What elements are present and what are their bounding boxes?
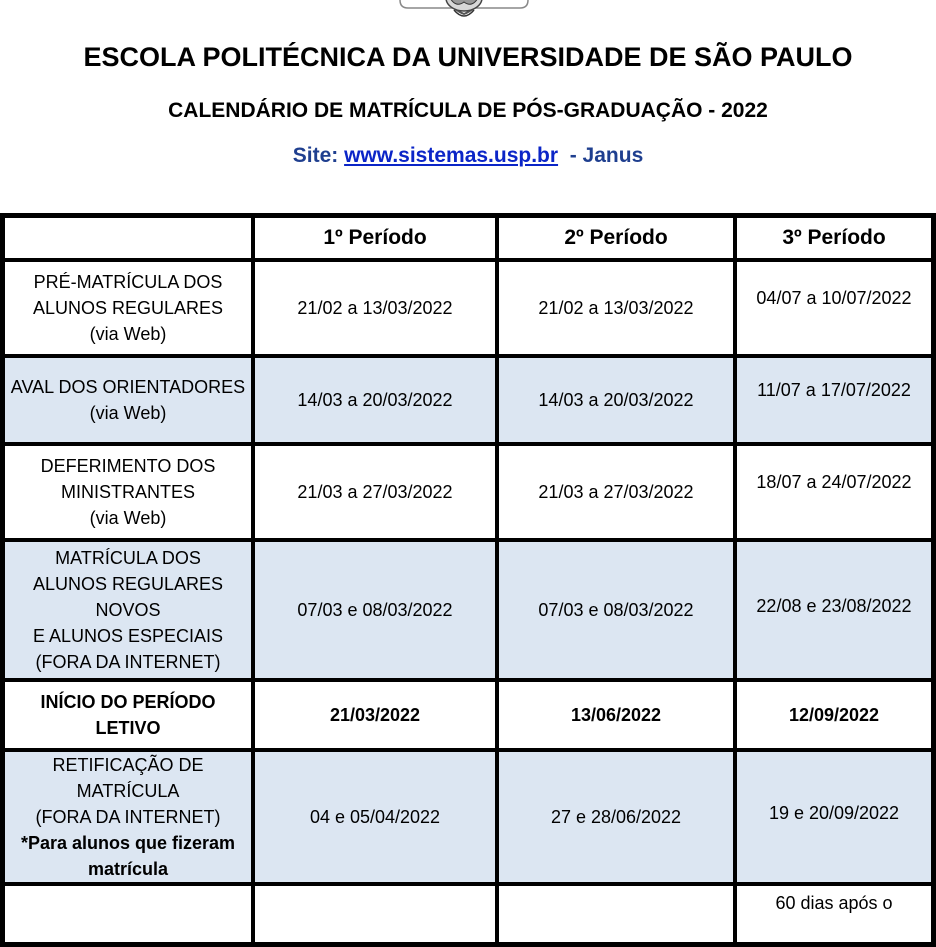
period-3-cell: 18/07 a 24/07/2022 xyxy=(735,444,933,540)
page-title: ESCOLA POLITÉCNICA DA UNIVERSIDADE DE SÃO PAULO xyxy=(83,42,853,72)
row-label: INÍCIO DO PERÍODO LETIVO xyxy=(3,680,253,750)
period-2-cell: 21/03 a 27/03/2022 xyxy=(497,444,735,540)
column-header-period-2: 2º Período xyxy=(497,216,735,260)
period-2-cell: 14/03 a 20/03/2022 xyxy=(497,356,735,444)
period-2-cell: 07/03 e 08/03/2022 xyxy=(497,540,735,680)
period-3-cell: 22/08 e 23/08/2022 xyxy=(735,540,933,680)
university-crest-icon xyxy=(398,0,530,28)
period-2-cell: 21/02 a 13/03/2022 xyxy=(497,260,735,356)
row-label xyxy=(3,884,253,944)
table-row xyxy=(3,884,933,944)
row-label: AVAL DOS ORIENTADORES (via Web) xyxy=(3,356,253,444)
table-row xyxy=(3,444,933,540)
table-row xyxy=(3,260,933,356)
site-link[interactable]: www.sistemas.usp.br xyxy=(344,144,559,167)
period-1-cell: 07/03 e 08/03/2022 xyxy=(253,540,497,680)
period-1-cell: 21/02 a 13/03/2022 xyxy=(253,260,497,356)
period-2-cell: 27 e 28/06/2022 xyxy=(497,750,735,884)
table-row xyxy=(3,540,933,680)
calendar-table xyxy=(0,213,936,947)
period-1-cell: 14/03 a 20/03/2022 xyxy=(253,356,497,444)
column-header-period-1: 1º Período xyxy=(253,216,497,260)
row-label: RETIFICAÇÃO DE MATRÍCULA (FORA DA INTERNET) *Para alunos que fizeram matrícula xyxy=(3,750,253,884)
row-label: MATRÍCULA DOS ALUNOS REGULARES NOVOS E ALUNOS ESPECIAIS (FORA DA INTERNET) xyxy=(3,540,253,680)
period-1-cell: 21/03/2022 xyxy=(253,680,497,750)
table-row xyxy=(3,750,933,884)
table-row xyxy=(3,680,933,750)
column-header-blank xyxy=(3,216,253,260)
period-2-cell xyxy=(497,884,735,944)
site-suffix: - Janus xyxy=(569,144,644,167)
table-header-row xyxy=(3,216,933,260)
period-3-cell: 19 e 20/09/2022 xyxy=(735,750,933,884)
period-2-cell: 13/06/2022 xyxy=(497,680,735,750)
period-1-cell xyxy=(253,884,497,944)
period-3-cell: 11/07 a 17/07/2022 xyxy=(735,356,933,444)
period-1-cell: 04 e 05/04/2022 xyxy=(253,750,497,884)
site-line xyxy=(0,141,936,171)
page-subtitle: CALENDÁRIO DE MATRÍCULA DE PÓS-GRADUAÇÃO - 2022 xyxy=(168,99,768,122)
row-label: DEFERIMENTO DOS MINISTRANTES (via Web) xyxy=(3,444,253,540)
period-3-cell: 04/07 a 10/07/2022 xyxy=(735,260,933,356)
period-1-cell: 21/03 a 27/03/2022 xyxy=(253,444,497,540)
column-header-period-3: 3º Período xyxy=(735,216,933,260)
row-label: PRÉ-MATRÍCULA DOS ALUNOS REGULARES (via Web) xyxy=(3,260,253,356)
table-row xyxy=(3,356,933,444)
site-label: Site: xyxy=(292,144,339,167)
period-3-cell: 12/09/2022 xyxy=(735,680,933,750)
period-3-cell: 60 dias após o xyxy=(735,884,933,944)
